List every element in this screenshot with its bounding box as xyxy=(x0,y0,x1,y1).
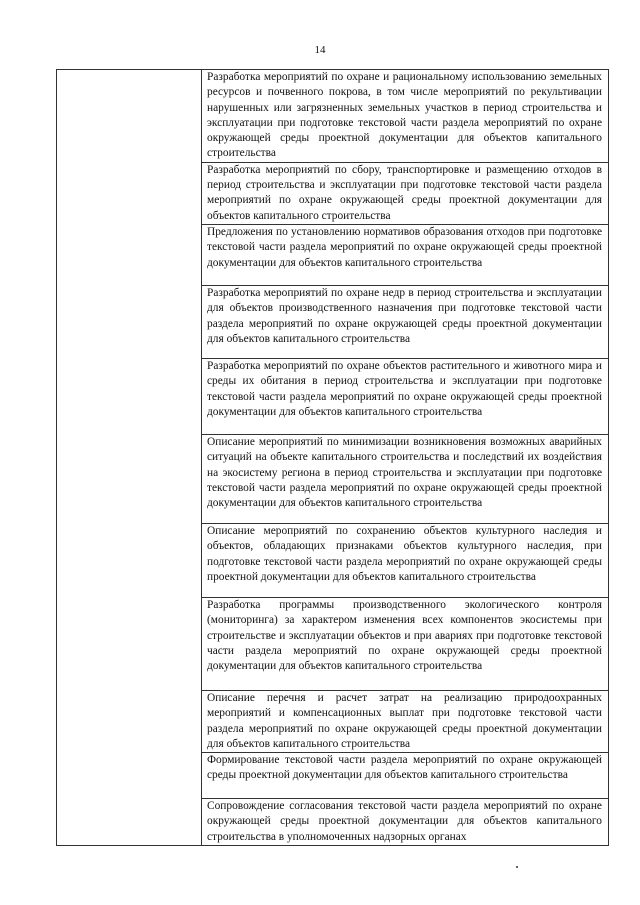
table-cell xyxy=(202,434,609,523)
row-text: Разработка мероприятий по сбору, транспортировке и размещению отходов в период строительства и эксплуатации при подготовке текстовой части раздела мероприятий по охране окружающей среды проектной документации для объектов капитального строительства xyxy=(207,163,602,222)
table-cell xyxy=(202,753,609,799)
table-cell xyxy=(202,799,609,846)
row-text: Описание мероприятий по сохранению объектов культурного наследия и объектов, обладающих признаками объектов культурного наследия, при подготовке текстовой части раздела мероприятий по охране окружающей среды проектной документации для объектов капитального строительства xyxy=(207,524,602,583)
table-cell xyxy=(202,162,609,224)
row-text: Разработка мероприятий по охране и рациональному использованию земельных ресурсов и почвенного покрова, в том числе мероприятий по рекультивации нарушенных или загрязненных земельных участков в период строительства и эксплуатации при подготовке текстовой части раздела мероприятий по охране окружающей среды проектной документации для объектов капитального строительства xyxy=(207,71,602,160)
page-number: 14 xyxy=(314,44,326,56)
table-cell xyxy=(202,523,609,597)
row-text: Описание перечня и расчет затрат на реализацию природоохранных мероприятий и компенсационных выплат при подготовке текстовой части раздела мероприятий по охране окружающей среды проектной документации для объектов капитального строительства xyxy=(207,691,602,750)
row-text: Описание мероприятий по минимизации возникновения возможных аварийных ситуаций на объекте капитального строительства и последствий их воздействия на экосистему региона в период строительства и эксплуатации при подготовке текстовой части раздела мероприятий по охране окружающей среды проектной документации для объектов капитального строительства xyxy=(207,435,602,510)
table-cell xyxy=(202,70,609,163)
table-cell xyxy=(202,224,609,285)
table-cell xyxy=(202,597,609,690)
left-cell xyxy=(57,70,202,846)
row-text: Формирование текстовой части раздела мероприятий по охране окружающей среды проектной документации для объектов капитального строительства xyxy=(207,754,602,782)
row-text: Разработка мероприятий по охране недр в период строительства и эксплуатации для объектов производственного назначения при подготовке текстовой части раздела мероприятий по охране окружающей среды проектной документации для объектов капитального строительства xyxy=(207,286,602,345)
table-cell xyxy=(202,690,609,752)
table-cell xyxy=(202,285,609,358)
row-text: Разработка мероприятий по охране объектов растительного и животного мира и среды их обитания в период строительства и эксплуатации при подготовке текстовой части раздела мероприятий по охране окружающей среды проектной документации для объектов капитального строительства xyxy=(207,359,602,418)
table-row xyxy=(57,70,609,163)
row-text: Разработка программы производственного экологического контроля (мониторинга) за характером изменения всех компонентов экосистемы при строительстве и эксплуатации объектов и при авариях при подготовке текстовой части раздела мероприятий по охране окружающей среды проектной документации для объектов капитального строительства xyxy=(207,598,602,673)
row-text: Сопровождение согласования текстовой части раздела мероприятий по охране окружающей среды проектной документации для объектов капитального строительства в уполномоченных надзорных органах xyxy=(207,800,602,843)
row-text: Предложения по установлению нормативов образования отходов при подготовке текстовой части раздела мероприятий по охране окружающей среды проектной документации для объектов капитального строительства xyxy=(207,225,602,269)
requirements-table xyxy=(56,69,609,846)
scan-speck xyxy=(516,866,518,868)
table-cell xyxy=(202,358,609,434)
